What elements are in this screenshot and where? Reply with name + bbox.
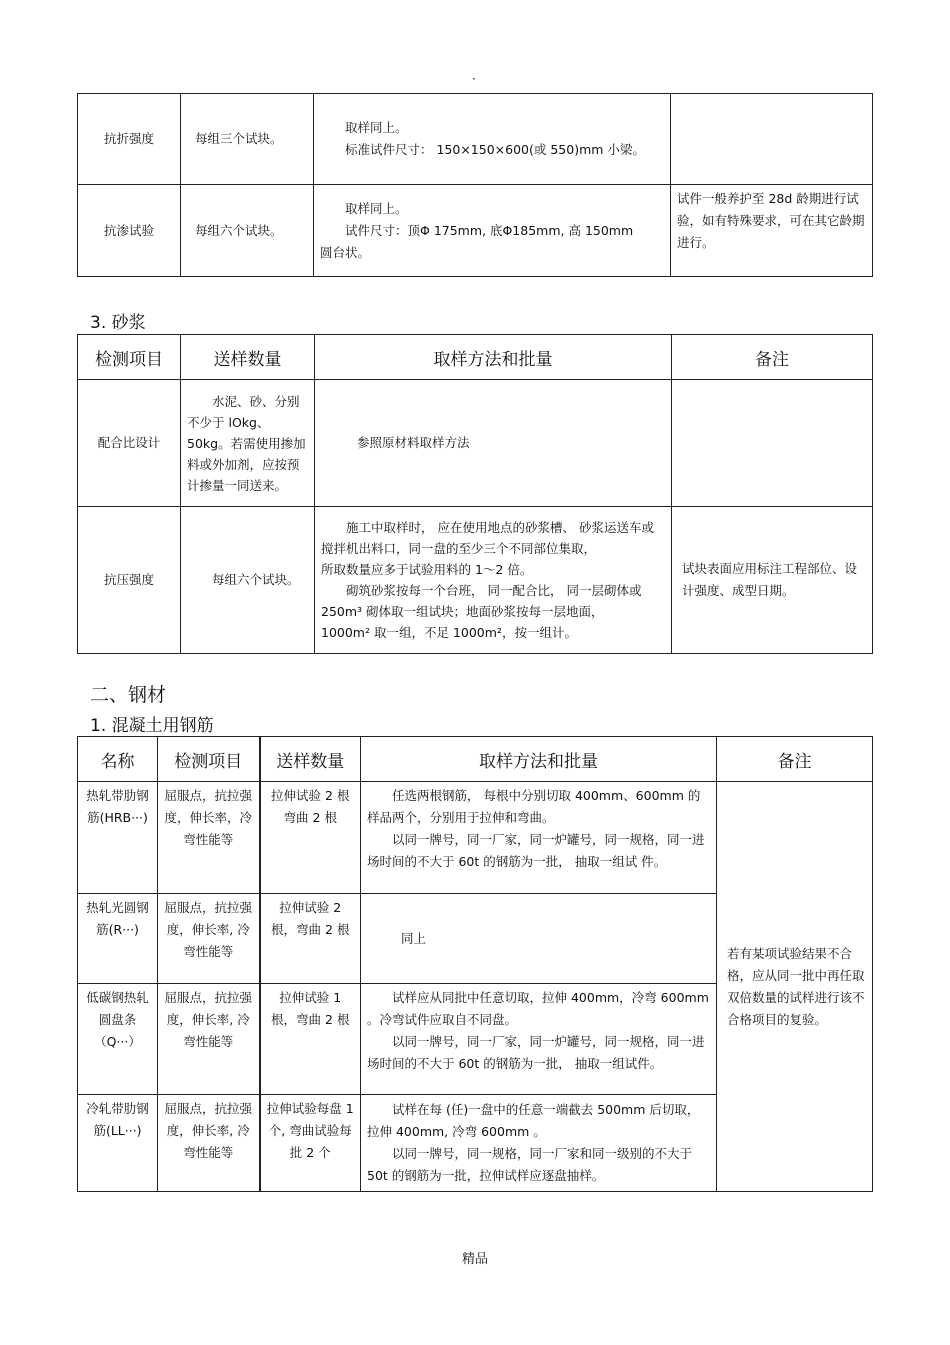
section-title-steel: 二、钢材 xyxy=(90,684,167,706)
table-row xyxy=(78,185,873,277)
method-line: 任选两根钢筋， 每根中分别切取 400mm、600mm 的样品两个，分别用于拉伸和弯曲。 xyxy=(367,788,701,825)
column-header: 送样数量 xyxy=(181,335,315,380)
method-line: 以同一牌号，同一厂家，同一炉罐号，同一规格，同一进场时间的不大于 60t 的钢筋为一批， 抽取一组试件。 xyxy=(367,1034,705,1071)
sample-quantity: 拉伸试验 1 根，弯曲 2 根 xyxy=(260,984,361,1095)
rebar-name: 低碳钢热轧圆盘条（Q···） xyxy=(78,984,158,1095)
test-item: 屈服点，抗拉强度，伸长率，冷弯性能等 xyxy=(158,782,260,894)
method-line: 试样在每 (任)一盘中的任意一端截去 500mm 后切取，拉伸 400mm, 冷弯 600mm 。 xyxy=(367,1102,700,1139)
rebar-name: 冷轧带肋钢筋(LL···) xyxy=(78,1095,158,1192)
sampling-method xyxy=(314,185,671,277)
remark xyxy=(672,380,873,507)
method-line: 试样应从同批中任意切取，拉伸 400mm，冷弯 600mm 。冷弯试件应取自不同盘。 xyxy=(367,990,709,1027)
sampling-method: 参照原材料取样方法 xyxy=(315,380,672,507)
test-item: 抗折强度 xyxy=(78,94,181,185)
test-item: 屈服点，抗拉强度，伸长率, 冷弯性能等 xyxy=(158,894,260,984)
test-item: 配合比设计 xyxy=(78,380,181,507)
page-footer: 精品 xyxy=(461,1252,488,1267)
method-line: 圆台状。 xyxy=(320,244,371,260)
remark: 试件一般养护至 28d 龄期进行试验，如有特殊要求，可在其它龄期进行。 xyxy=(671,185,873,277)
method-line: 取样同上。 xyxy=(345,120,408,135)
remark: 试块表面应用标注工程部位、设计强度、成型日期。 xyxy=(672,507,873,654)
sampling-method: 同上 xyxy=(361,894,717,984)
sample-quantity: 每组六个试块。 xyxy=(181,507,315,654)
column-header: 名称 xyxy=(78,737,158,782)
concrete-test-table-continued xyxy=(77,93,873,277)
method-line: 1000m² 取一组，不足 1000m²，按一组计。 xyxy=(321,625,577,640)
table-row xyxy=(78,782,873,894)
test-item: 抗压强度 xyxy=(78,507,181,654)
method-line: 取样同上。 xyxy=(345,200,408,216)
test-item: 屈服点，抗拉强度，伸长率, 冷弯性能等 xyxy=(158,1095,260,1192)
sample-quantity: 拉伸试验 2 根，弯曲 2 根 xyxy=(260,894,361,984)
column-header: 备注 xyxy=(717,737,873,782)
method-line: 以同一牌号，同一厂家，同一炉罐号，同一规格，同一进场时间的不大于 60t 的钢筋为一批， 抽取一组试 件。 xyxy=(367,832,705,869)
column-header: 送样数量 xyxy=(260,737,361,782)
remark xyxy=(671,94,873,185)
sampling-method xyxy=(361,984,717,1095)
rebar-name: 热轧带肋钢筋(HRB···) xyxy=(78,782,158,894)
method-line: 施工中取样时， 应在使用地点的砂浆槽、 砂浆运送车或搅拌机出料口，同一盘的至少三个不同部位集取， xyxy=(321,520,654,556)
sample-quantity: 拉伸试验 2 根弯曲 2 根 xyxy=(260,782,361,894)
method-line: 砌筑砂浆按每一个台班， 同一配合比， 同一层砌体或 250m³ 砌体取一组试块；地面砂浆按每一层地面， xyxy=(321,583,642,619)
section-title-mortar: 3. 砂浆 xyxy=(90,313,146,333)
table-row xyxy=(78,94,873,185)
test-item: 屈服点，抗拉强度，伸长率, 冷弯性能等 xyxy=(158,984,260,1095)
sampling-method xyxy=(314,94,671,185)
rebar-table xyxy=(77,736,873,1192)
rebar-name: 热轧光圆钢筋(R···) xyxy=(78,894,158,984)
column-header: 检测项目 xyxy=(78,335,181,380)
table-row xyxy=(78,380,873,507)
table-header-row xyxy=(78,335,873,380)
table-row xyxy=(78,507,873,654)
sample-quantity: 每组三个试块。 xyxy=(181,94,314,185)
mortar-table xyxy=(77,334,873,654)
test-item: 抗渗试验 xyxy=(78,185,181,277)
sampling-method xyxy=(361,1095,717,1192)
method-line: 以同一牌号，同一规格，同一厂家和同一级别的不大于 50t 的钢筋为一批，拉伸试样应逐盘抽样。 xyxy=(367,1146,693,1183)
sampling-method xyxy=(315,507,672,654)
method-line: 所取数量应多于试验用料的 1～2 倍。 xyxy=(321,562,533,577)
column-header: 检测项目 xyxy=(158,737,260,782)
section-title-rebar: 1. 混凝土用钢筋 xyxy=(90,716,214,736)
column-header: 备注 xyxy=(672,335,873,380)
method-line: 试件尺寸：顶Φ 175mm, 底Φ185mm, 高 150mm xyxy=(345,222,634,238)
method-line: 标准试件尺寸： 150×150×600(或 550)mm 小梁。 xyxy=(345,142,645,157)
column-header: 取样方法和批量 xyxy=(315,335,672,380)
column-header: 取样方法和批量 xyxy=(361,737,717,782)
sample-quantity: 水泥、砂、分别不少于 lOkg、50kg。若需使用掺加料或外加剂，应按预计掺量一同送来。 xyxy=(181,380,315,507)
sample-quantity: 每组六个试块。 xyxy=(181,185,314,277)
sample-quantity: 拉伸试验每盘 1 个, 弯曲试验每批 2 个 xyxy=(260,1095,361,1192)
remark: 若有某项试验结果不合格，应从同一批中再任取双倍数量的试样进行该不合格项目的复验。 xyxy=(717,782,873,1192)
header-mark: · xyxy=(472,72,476,86)
sampling-method xyxy=(361,782,717,894)
table-header-row xyxy=(78,737,873,782)
